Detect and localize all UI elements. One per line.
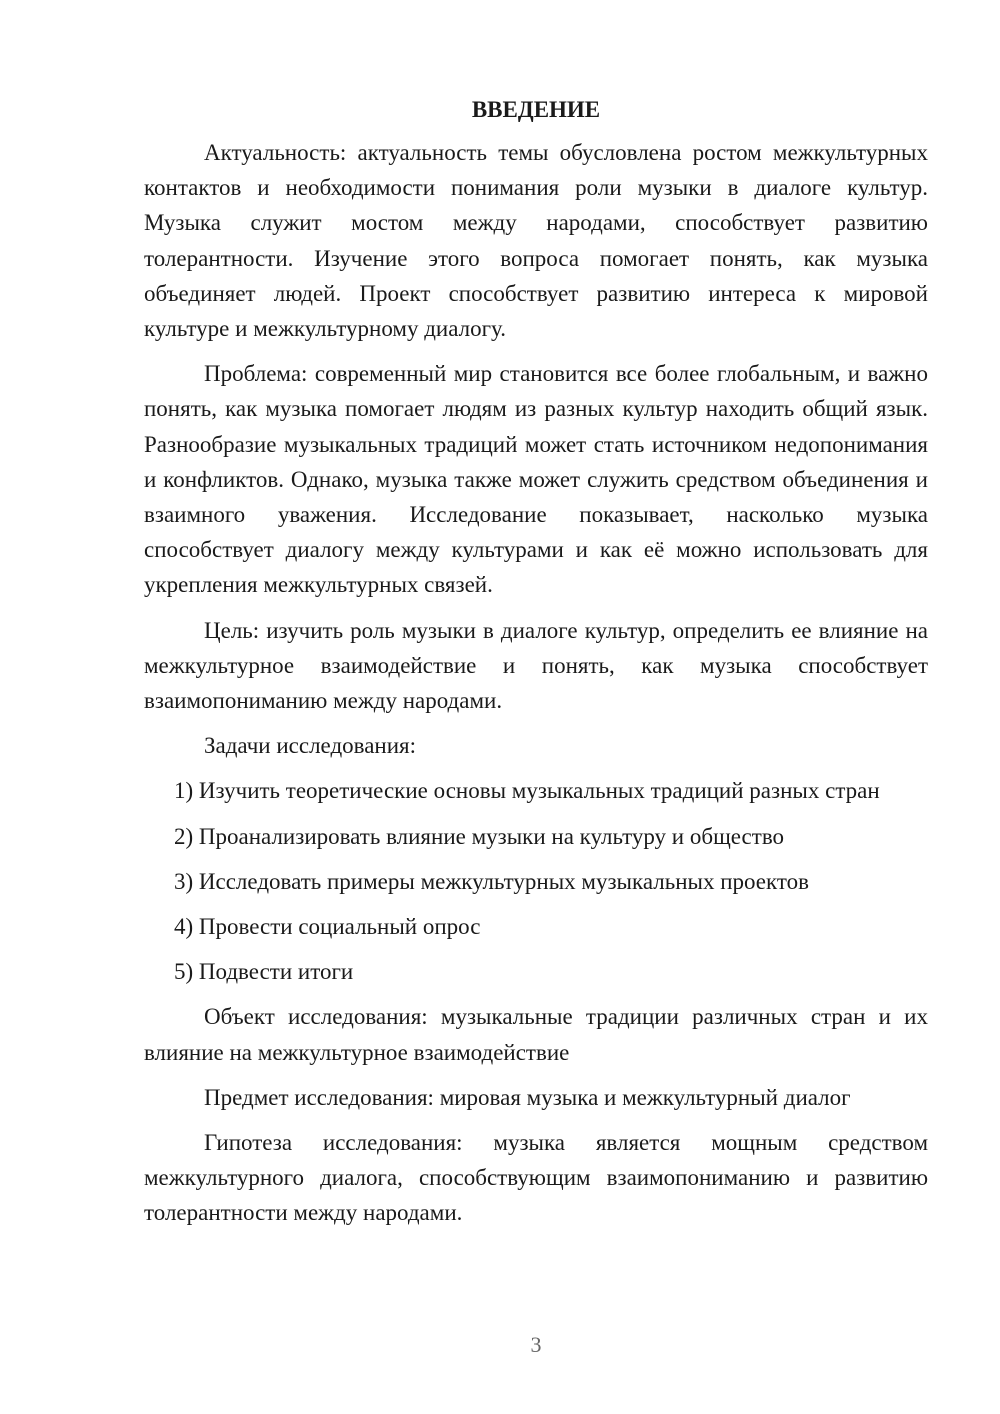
paragraph-problem: Проблема: современный мир становится все более глобальным, и важно понять, как музыка помогает людям из разных культур находить общий язык. Разнообразие музыкальных традиций может стать источником недопонимания и конфликтов. Однако, музыка также может служить средством объединения и взаимного уважения. Исследование показывает, насколько музыка способствует диалогу между культурами и как её можно использовать для укрепления межкультурных связей. xyxy=(144,361,928,598)
paragraph-relevance: Актуальность: актуальность темы обусловлена ростом межкультурных контактов и необходимости понимания роли музыки в диалоге культур. Музыка служит мостом между народами, способствует развитию толерантности. Изучение этого вопроса помогает понять, как музыка объединяет людей. Проект способствует развитию интереса к мировой культуре и межкультурному диалогу. xyxy=(144,140,928,342)
page-number: 3 xyxy=(530,1332,542,1357)
page-content xyxy=(144,92,928,1241)
paragraph-goal: Цель: изучить роль музыки в диалоге культур, определить ее влияние на межкультурное взаимодействие и понять, как музыка способствует взаимопониманию между народами. xyxy=(144,617,928,714)
tasks-heading: Задачи исследования: xyxy=(204,733,417,759)
task-item: 4) Провести социальный опрос xyxy=(174,914,481,940)
task-item: 2) Проанализировать влияние музыки на культуру и общество xyxy=(174,823,785,849)
page-title: ВВЕДЕНИЕ xyxy=(471,97,601,122)
task-item: 3) Исследовать примеры межкультурных музыкальных проектов xyxy=(174,868,809,894)
paragraph-subject: Предмет исследования: мировая музыка и межкультурный диалог xyxy=(204,1084,851,1110)
task-item: 5) Подвести итоги xyxy=(174,959,354,985)
paragraph-object: Объект исследования: музыкальные традиции различных стран и их влияние на межкультурное взаимодействие xyxy=(144,1004,928,1065)
paragraph-hypothesis: Гипотеза исследования: музыка является мощным средством межкультурного диалога, способствующим взаимопониманию и развитию толерантности между народами. xyxy=(144,1130,928,1226)
task-item: 1) Изучить теоретические основы музыкальных традиций разных стран xyxy=(174,778,880,804)
